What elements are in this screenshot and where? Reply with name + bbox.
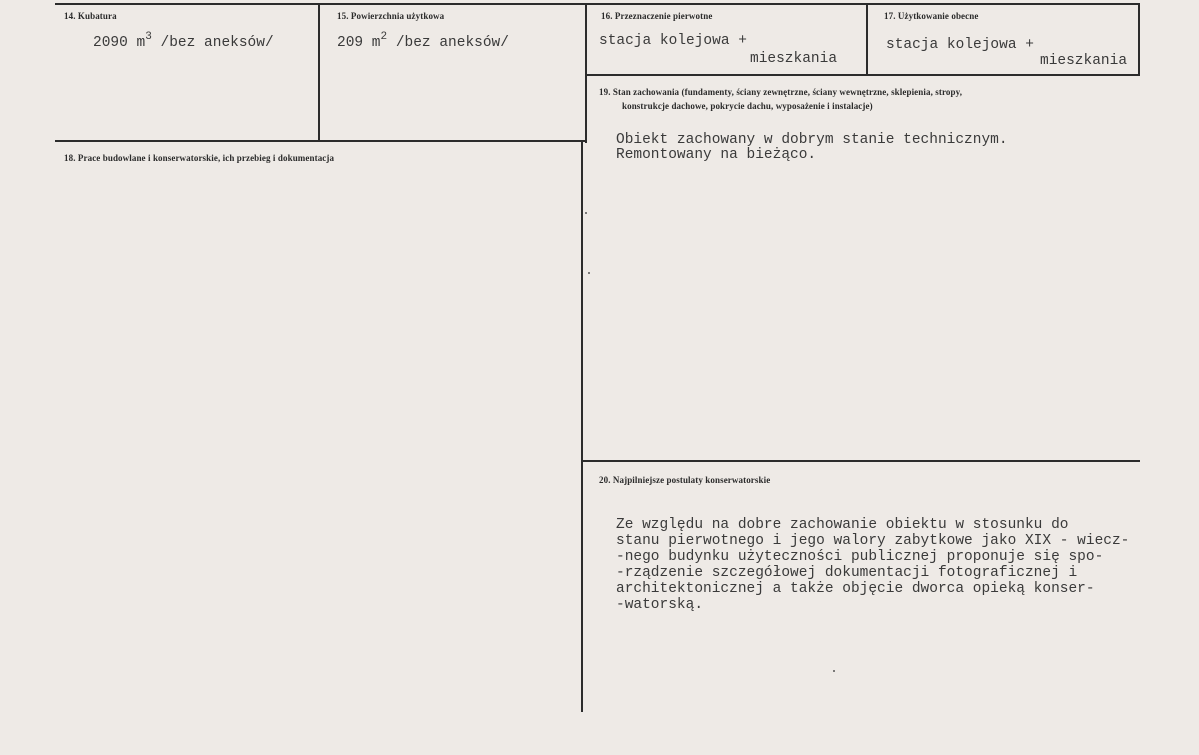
field-14-value-note: /bez aneksów/: [151, 35, 274, 51]
paper-speck: [585, 212, 587, 214]
field-20-text-line2: stanu pierwotnego i jego walory zabytkowe jako XIX - wiecz-: [616, 533, 1130, 549]
field-20-label: 20. Najpilniejsze postulaty konserwatorskie: [599, 475, 771, 485]
field-18-label: 18. Prace budowlane i konserwatorskie, ich przebieg i dokumentacja: [64, 153, 335, 163]
field-16-label: 16. Przeznaczenie pierwotne: [601, 11, 713, 21]
field-20-text-line5: architektonicznej a także objęcie dworca opieką konser-: [616, 581, 1095, 597]
field-15-label: 15. Powierzchnia użytkowa: [337, 11, 445, 21]
field-14-value-exponent: 3: [145, 31, 152, 43]
column-divider-14-15: [318, 3, 320, 141]
field-19-text-line2: Remontowany na bieżąco.: [616, 147, 817, 163]
field-17-label: 17. Użytkowanie obecne: [884, 11, 979, 21]
field-19-label-line1: 19. Stan zachowania (fundamenty, ściany zewnętrzne, ściany wewnętrzne, sklepienia, stropy,: [599, 87, 963, 97]
field-15-value-main: 209 m: [337, 35, 381, 51]
field-14-label: 14. Kubatura: [64, 11, 117, 21]
field-19-label-line2: konstrukcje dachowe, pokrycie dachu, wyposażenie i instalacje): [622, 101, 873, 111]
field-15-value-exponent: 2: [380, 31, 388, 43]
column-divider-15-16: [585, 3, 587, 143]
column-divider-16-17: [866, 3, 868, 75]
paper-speck: [833, 670, 835, 672]
row-divider-19-20: [583, 460, 1140, 462]
field-16-value-line2: mieszkania: [750, 51, 838, 67]
right-border-line: [1138, 3, 1140, 75]
field-20-text-line4: -rządzenie szczegółowej dokumentacji fotograficznej i: [616, 565, 1078, 581]
top-border-line: [55, 3, 1140, 5]
field-20-text-line6: -watorską.: [616, 597, 704, 613]
field-16-value-line1: stacja kolejowa +: [599, 33, 747, 49]
field-14-value-main: 2090 m: [93, 35, 146, 51]
field-17-value-line1: stacja kolejowa +: [886, 37, 1034, 53]
paper-speck: [588, 272, 590, 274]
field-17-value-line2: mieszkania: [1040, 53, 1128, 69]
row-divider-14-18: [55, 140, 587, 142]
field-15-value: [337, 31, 509, 52]
field-20-text-line1: Ze względu na dobre zachowanie obiektu w stosunku do: [616, 517, 1069, 533]
column-divider-18-19: [581, 140, 583, 712]
field-15-value-note: /bez aneksów/: [387, 35, 509, 51]
field-19-text-line1: Obiekt zachowany w dobrym stanie technicznym.: [616, 132, 1008, 148]
field-14-value: [93, 31, 274, 52]
row-divider-16-19: [587, 74, 1140, 76]
field-20-text-line3: -nego budynku użyteczności publicznej proponuje się spo-: [616, 549, 1104, 565]
